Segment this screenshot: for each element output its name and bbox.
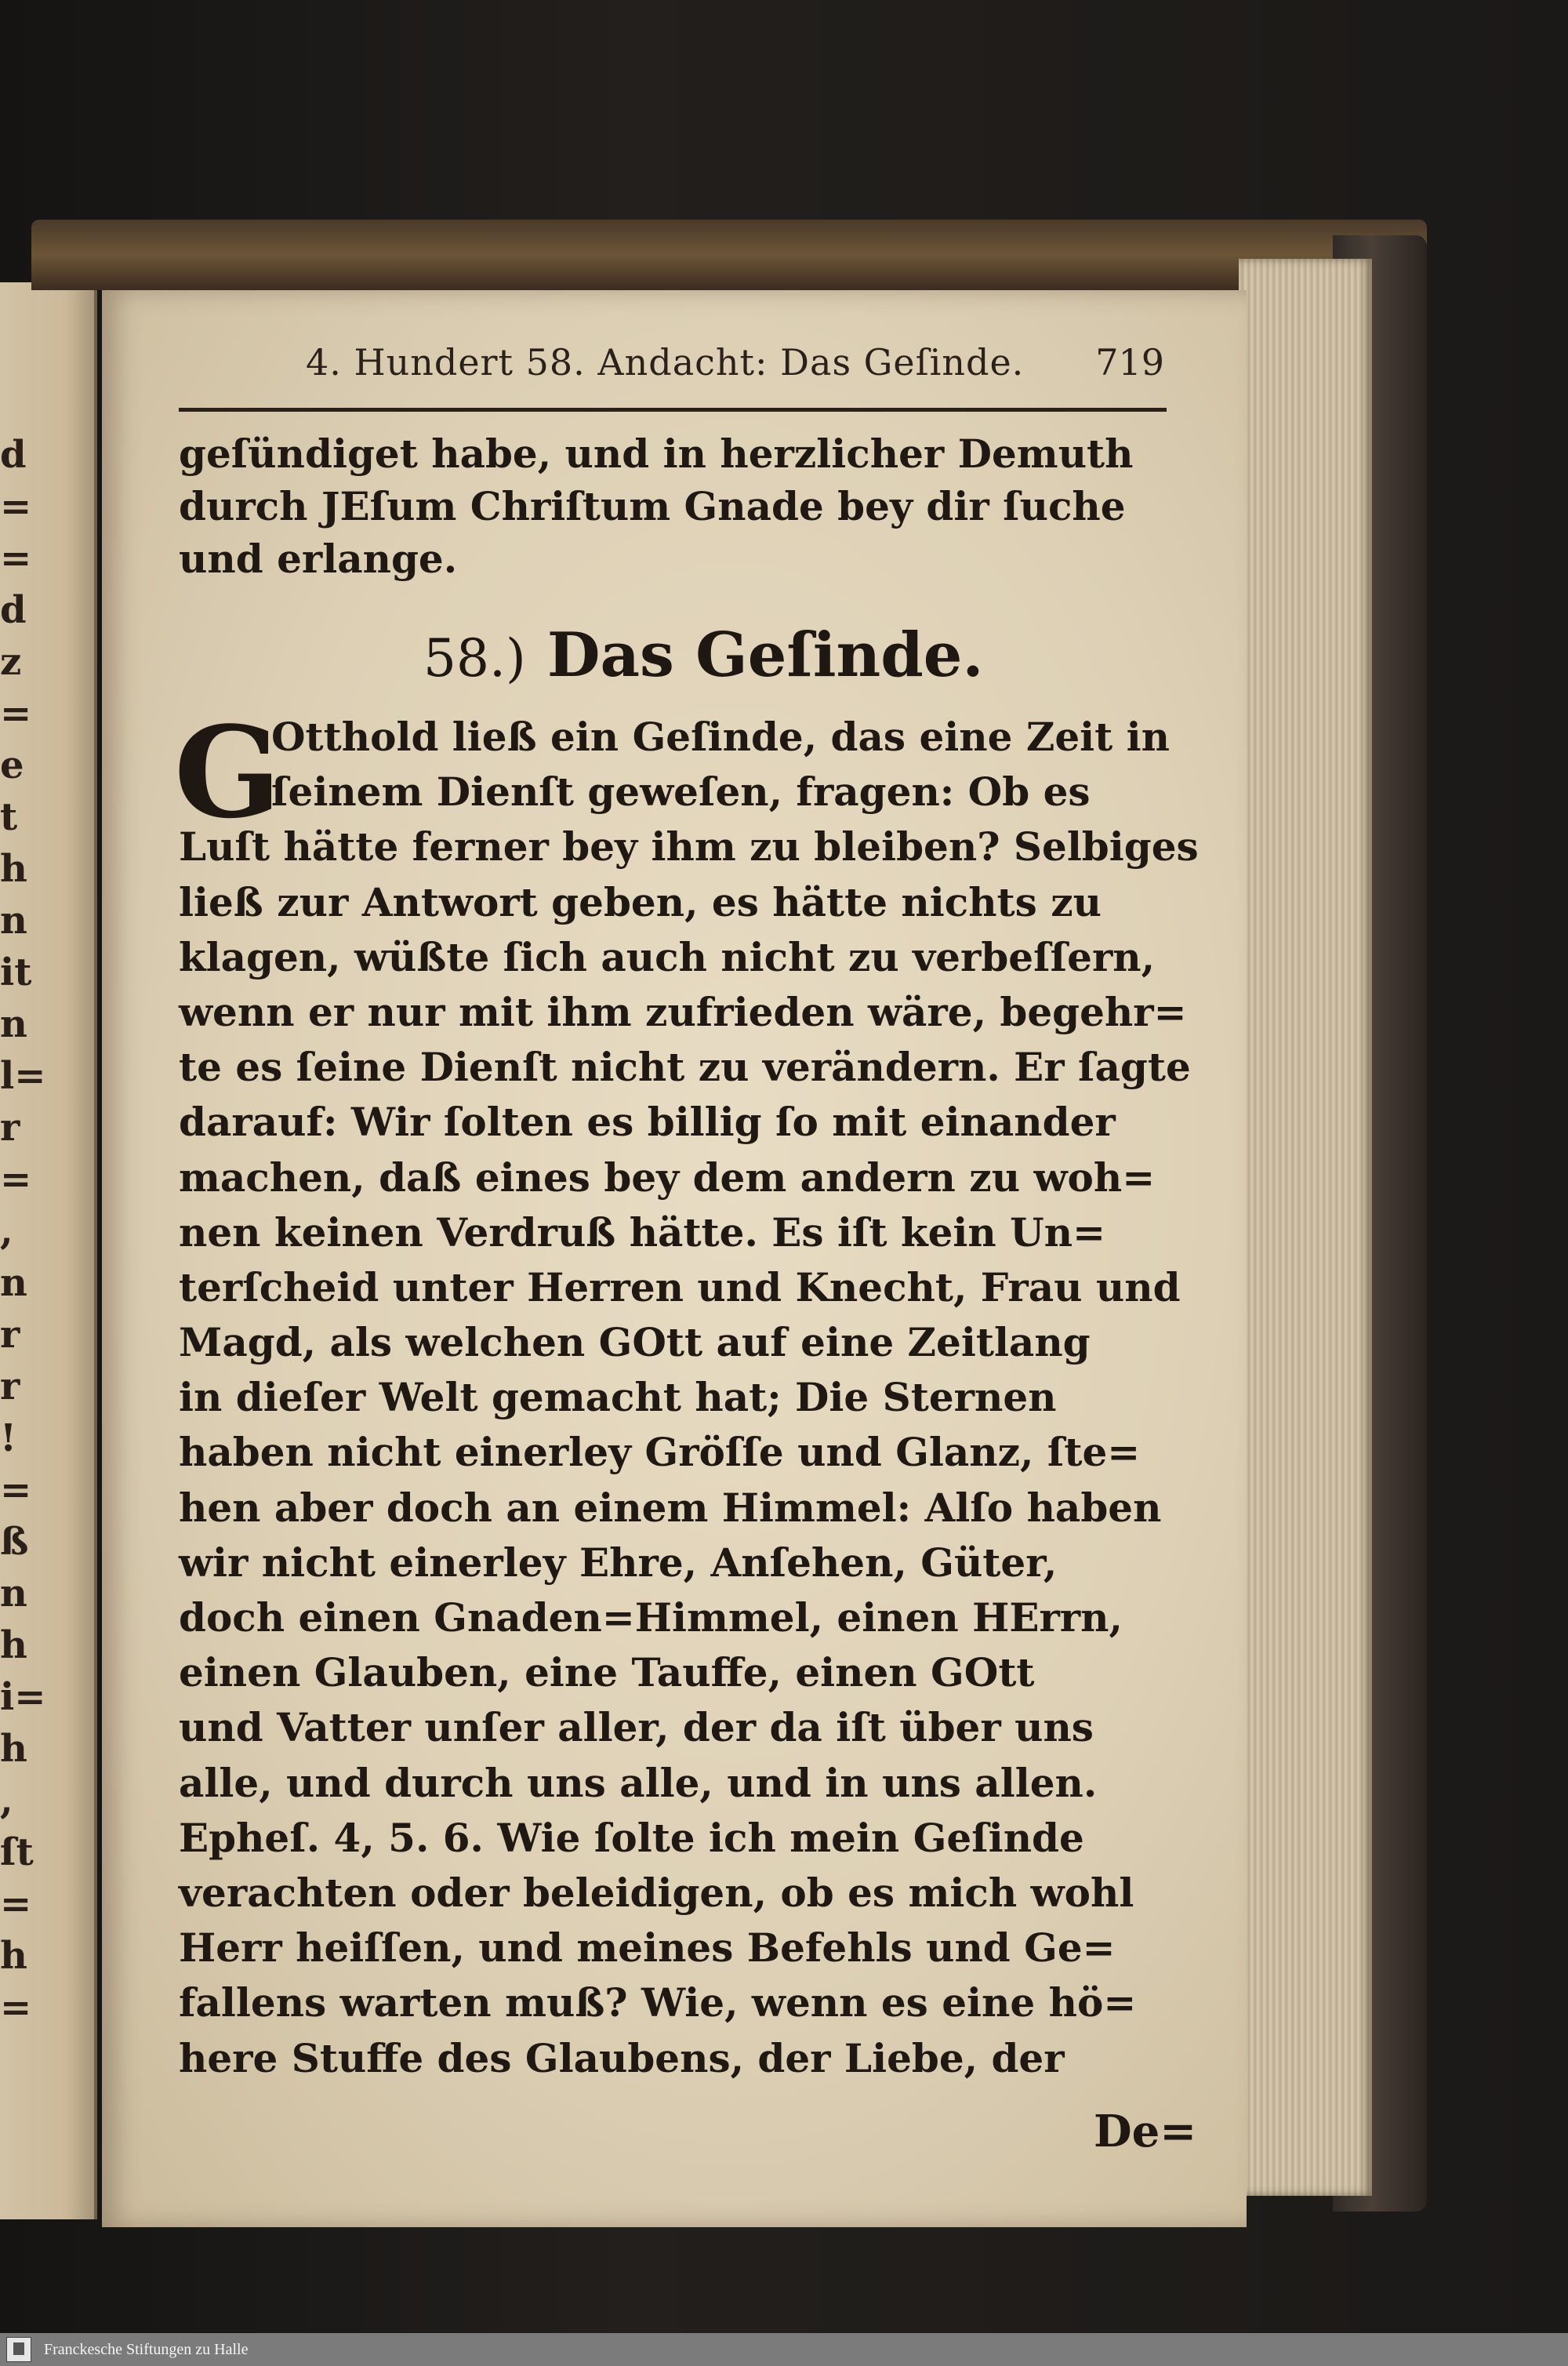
edge-letter: h <box>0 1623 27 1667</box>
text-line: geſündiget habe, und in herzlicher Demuth <box>179 431 1134 477</box>
edge-letter: = <box>0 485 32 529</box>
edge-letter: n <box>0 1002 27 1046</box>
page-number: 719 <box>1095 341 1164 383</box>
edge-letter: r <box>0 1365 20 1408</box>
edge-letter: r <box>0 1106 20 1150</box>
catchword: De= <box>1094 2106 1197 2157</box>
text-line: Magd, als welchen GOtt auf eine Zeitlang <box>179 1319 1091 1366</box>
text-line: alle, und durch uns alle, und in uns allen. <box>179 1759 1098 1806</box>
text-line: und Vatter unſer aller, der da iſt über uns <box>179 1704 1094 1751</box>
text-line: klagen, wüßte ſich auch nicht zu verbeſſern, <box>179 933 1156 980</box>
text-line: wenn er nur mit ihm zufrieden wäre, begehr= <box>179 988 1187 1035</box>
edge-letter: = <box>0 692 32 736</box>
edge-letter: n <box>0 899 27 943</box>
text-line: ſeinem Dienſt geweſen, fragen: Ob es <box>271 769 1091 816</box>
header-rule <box>179 408 1167 412</box>
section-title: Das Geſinde. <box>546 620 984 691</box>
text-line: te es ſeine Dienſt nicht zu verändern. Er ſagte <box>179 1044 1191 1091</box>
edge-letter: , <box>0 1209 13 1253</box>
text-line: ließ zur Antwort geben, es hätte nichts zu <box>179 878 1102 925</box>
edge-letter: ß <box>0 1520 29 1564</box>
text-line: here Stuffe des Glaubens, der Liebe, der <box>179 2034 1065 2081</box>
text-line: terſcheid unter Herren und Knecht, Frau und <box>179 1263 1181 1310</box>
text-line: machen, daß eines bey dem andern zu woh= <box>179 1154 1156 1201</box>
text-line: in dieſer Welt gemacht hat; Die Sternen <box>179 1374 1057 1421</box>
edge-letter: z <box>0 640 22 684</box>
edge-letter: = <box>0 536 32 580</box>
edge-letter: h <box>0 1934 27 1978</box>
edge-letter: r <box>0 1313 20 1357</box>
edge-letter: = <box>0 1882 32 1926</box>
footer-credit: Franckesche Stiftungen zu Halle <box>44 2341 249 2358</box>
text-line: verachten oder beleidigen, ob es mich wohl <box>179 1869 1134 1916</box>
edge-letter: n <box>0 1261 27 1305</box>
edge-letter: i= <box>0 1675 46 1719</box>
drop-capital: G <box>174 699 281 846</box>
text-line: nen keinen Verdruß hätte. Es iſt kein Un= <box>179 1208 1106 1256</box>
text-line: fallens warten muß? Wie, wenn es eine hö= <box>179 1979 1137 2026</box>
edge-letter: , <box>0 1779 13 1823</box>
text-line: darauf: Wir ſolten es billig ſo mit einander <box>179 1099 1116 1146</box>
book-top-edge <box>31 220 1427 290</box>
text-line: haben nicht einerley Gröſſe und Glanz, ſte= <box>179 1429 1141 1476</box>
edge-letter: n <box>0 1572 27 1615</box>
edge-letter: = <box>0 1158 32 1201</box>
page-block-fore-edge <box>1239 259 1372 2196</box>
text-line: Epheſ. 4, 5. 6. Wie ſolte ich mein Geſinde <box>179 1814 1084 1861</box>
text-line: Luſt hätte ferner bey ihm zu bleiben? Selbiges <box>179 823 1199 870</box>
page-header <box>208 341 1164 388</box>
edge-letter: l= <box>0 1054 46 1098</box>
edge-letter: d <box>0 433 27 477</box>
edge-letter: ſt <box>0 1830 34 1874</box>
text-line: hen aber doch an einem Himmel: Alſo haben <box>179 1484 1162 1531</box>
edge-letter: e <box>0 743 24 787</box>
text-line: doch einen Gnaden=Himmel, einen HErrn, <box>179 1594 1123 1641</box>
text-line: und erlange. <box>179 536 458 582</box>
footer-bar <box>0 2333 1568 2366</box>
edge-letter: = <box>0 1468 32 1512</box>
edge-letter: h <box>0 1727 27 1771</box>
left-page-edge-letters <box>0 433 46 2030</box>
section-number: 58.) <box>423 628 526 689</box>
left-page-edge <box>0 282 97 2219</box>
institution-logo-icon <box>6 2337 31 2362</box>
text-line: durch JEſum Chriſtum Gnade bey dir ſuche <box>179 483 1126 529</box>
text-line: einen Glauben, eine Tauffe, einen GOtt <box>179 1649 1035 1696</box>
text-line: Herr heiſſen, und meines Befehls und Ge= <box>179 1924 1116 1972</box>
text-line: Otthold ließ ein Geſinde, das eine Zeit in <box>271 714 1170 760</box>
edge-letter: it <box>0 950 32 994</box>
edge-letter: h <box>0 847 27 891</box>
text-line: wir nicht einerley Ehre, Anſehen, Güter, <box>179 1539 1058 1586</box>
edge-letter: ! <box>0 1416 17 1460</box>
edge-letter: t <box>0 795 18 839</box>
section-heading <box>423 620 984 706</box>
edge-letter: d <box>0 588 27 632</box>
paragraph <box>179 710 1199 2086</box>
carryover-text <box>179 427 1174 585</box>
running-title: 4. Hundert 58. Andacht: Das Geſinde. <box>306 341 1025 383</box>
edge-letter: = <box>0 1986 32 2030</box>
